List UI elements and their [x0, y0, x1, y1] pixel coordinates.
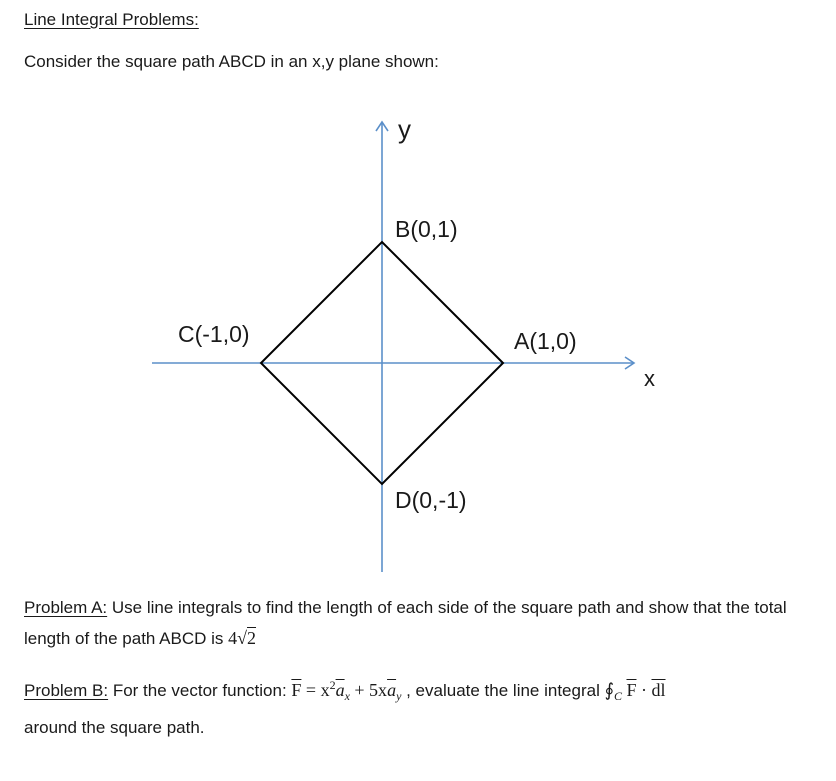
- integrand-dl: $\overline{dl}$: [651, 680, 666, 700]
- unit-subscript-y: y: [396, 689, 402, 703]
- problem-a-text: Use line integrals to find the length of each side of the square path and show that the total length of the path ABCD is: [24, 598, 787, 648]
- term1-exponent: 2: [329, 678, 336, 692]
- vector-f: $\overline{F}$: [291, 680, 302, 700]
- point-label-a: A(1,0): [514, 328, 577, 354]
- term1-variable: x: [320, 680, 330, 700]
- radical-sign: √: [237, 628, 248, 648]
- equals-sign: =: [301, 680, 321, 700]
- problem-b-outro: around the square path.: [24, 718, 205, 737]
- dot-operator: ·: [636, 680, 652, 700]
- contour-integral-sign: ∮: [604, 680, 614, 700]
- result-coefficient: 4: [228, 628, 238, 648]
- unit-vector-x: $\overline{a}$: [335, 680, 345, 700]
- vector-function: [291, 678, 402, 703]
- problem-a-label: Problem A:: [24, 598, 108, 617]
- line-integral: [604, 680, 666, 703]
- problem-a: [24, 592, 824, 654]
- point-label-d: D(0,-1): [395, 487, 467, 513]
- point-label-b: B(0,1): [395, 216, 458, 242]
- unit-vector-y: $\overline{a}$: [387, 680, 397, 700]
- x-axis-label: x: [644, 366, 655, 391]
- unit-subscript-x: x: [344, 689, 350, 703]
- problem-b: [24, 670, 824, 743]
- point-label-c: C(-1,0): [178, 321, 250, 347]
- contour-subscript: C: [613, 689, 622, 703]
- radicand: 2: [247, 628, 257, 648]
- problem-a-result: [228, 628, 256, 648]
- y-axis-label: y: [398, 114, 411, 144]
- section-heading: Line Integral Problems:: [24, 10, 199, 29]
- problem-b-intro: For the vector function:: [108, 681, 292, 700]
- problem-b-label: Problem B:: [24, 681, 109, 700]
- intro-text: Consider the square path ABCD in an x,y plane shown:: [24, 52, 439, 71]
- integrand-f: $\overline{F}$: [626, 680, 637, 700]
- problem-b-middle: , evaluate the line integral: [401, 681, 605, 700]
- term2: + 5x: [349, 680, 388, 700]
